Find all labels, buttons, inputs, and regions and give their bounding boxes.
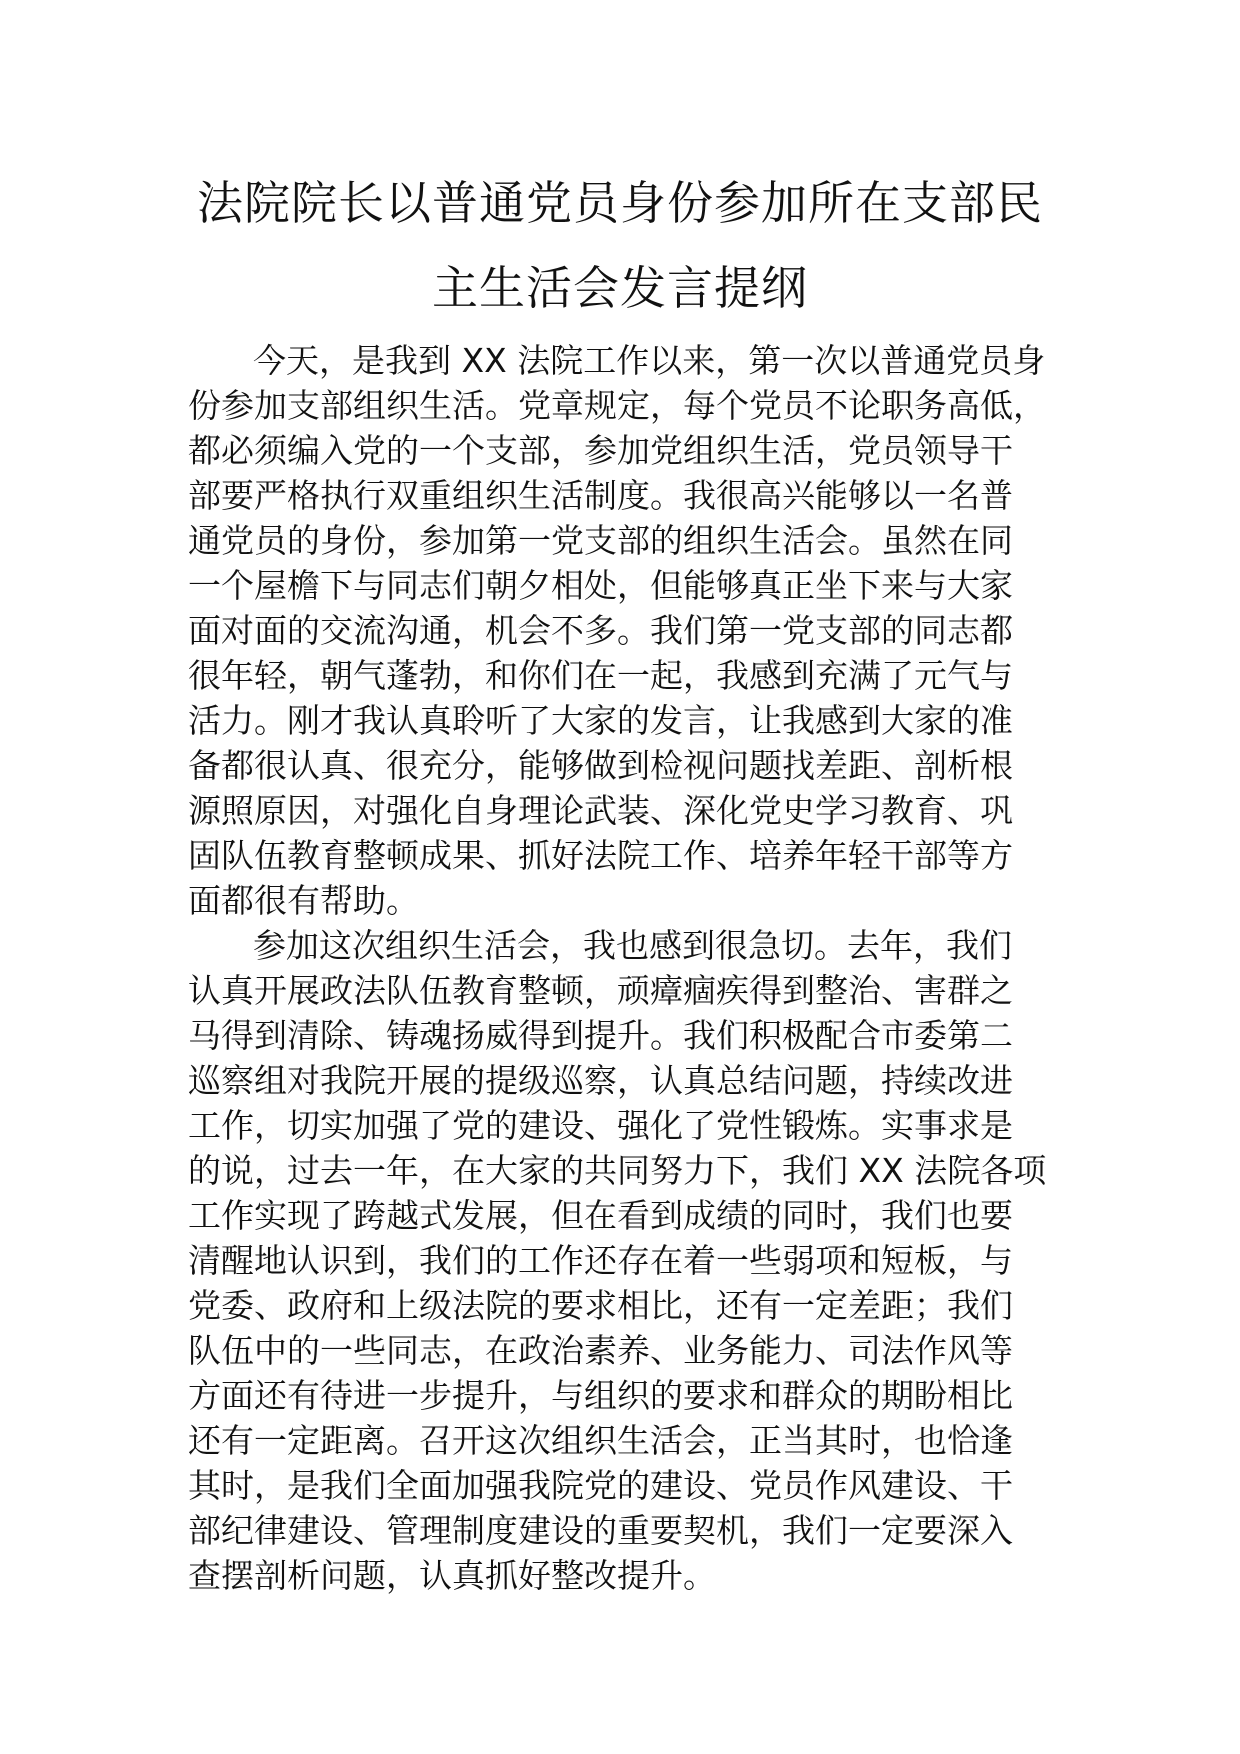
paragraph-line: 参加这次组织生活会，我也感到很急切。去年，我们 [253, 926, 1012, 965]
paragraph-line: 党委、政府和上级法院的要求相比，还有一定差距；我们 [188, 1286, 1013, 1325]
paragraph-line: 还有一定距离。召开这次组织生活会，正当其时，也恰逢 [188, 1421, 1013, 1460]
paragraph-line: 面都很有帮助。 [188, 881, 419, 920]
paragraph-line: 活力。刚才我认真聆听了大家的发言，让我感到大家的准 [188, 701, 1013, 740]
paragraph-line: 份参加支部组织生活。党章规定，每个党员不论职务高低， [188, 386, 1046, 425]
paragraph-line: 一个屋檐下与同志们朝夕相处，但能够真正坐下来与大家 [188, 566, 1013, 605]
paragraph-line: 工作实现了跨越式发展，但在看到成绩的同时，我们也要 [188, 1196, 1013, 1235]
paragraph-line: 其时，是我们全面加强我院党的建设、党员作风建设、干 [188, 1466, 1013, 1505]
paragraph-line: 很年轻，朝气蓬勃，和你们在一起，我感到充满了元气与 [188, 656, 1013, 695]
paragraph-line: 备都很认真、很充分，能够做到检视问题找差距、剖析根 [188, 746, 1013, 785]
paragraph-line: 工作，切实加强了党的建设、强化了党性锻炼。实事求是 [188, 1106, 1013, 1145]
paragraph-line: 固队伍教育整顿成果、抓好法院工作、培养年轻干部等方 [188, 836, 1013, 875]
paragraph-line: 源照原因，对强化自身理论武装、深化党史学习教育、巩 [188, 791, 1013, 830]
paragraph-line: 部要严格执行双重组织生活制度。我很高兴能够以一名普 [188, 476, 1013, 515]
paragraph-line: 清醒地认识到，我们的工作还存在着一些弱项和短板，与 [188, 1241, 1013, 1280]
paragraph-line: 面对面的交流沟通，机会不多。我们第一党支部的同志都 [188, 611, 1013, 650]
paragraph-line: 的说，过去一年，在大家的共同努力下，我们 XX 法院各项 [188, 1151, 1047, 1190]
paragraph-line: 部纪律建设、管理制度建设的重要契机，我们一定要深入 [188, 1511, 1013, 1550]
paragraph-line: 巡察组对我院开展的提级巡察，认真总结问题，持续改进 [188, 1061, 1013, 1100]
paragraph-line: 方面还有待进一步提升，与组织的要求和群众的期盼相比 [188, 1376, 1013, 1415]
paragraph-line: 今天，是我到 XX 法院工作以来，第一次以普通党员身 [253, 341, 1046, 380]
document-title-line-1: 法院院长以普通党员身份参加所在支部民 [197, 176, 1043, 230]
paragraph-line: 马得到清除、铸魂扬威得到提升。我们积极配合市委第二 [188, 1016, 1013, 1055]
paragraph-line: 认真开展政法队伍教育整顿，顽瘴痼疾得到整治、害群之 [188, 971, 1013, 1010]
paragraph-line: 通党员的身份，参加第一党支部的组织生活会。虽然在同 [188, 521, 1013, 560]
paragraph-line: 都必须编入党的一个支部，参加党组织生活，党员领导干 [188, 431, 1013, 470]
paragraph-line: 队伍中的一些同志，在政治素养、业务能力、司法作风等 [188, 1331, 1013, 1370]
document-title-line-2: 主生活会发言提纲 [432, 261, 808, 315]
paragraph-line: 查摆剖析问题，认真抓好整改提升。 [188, 1556, 716, 1595]
